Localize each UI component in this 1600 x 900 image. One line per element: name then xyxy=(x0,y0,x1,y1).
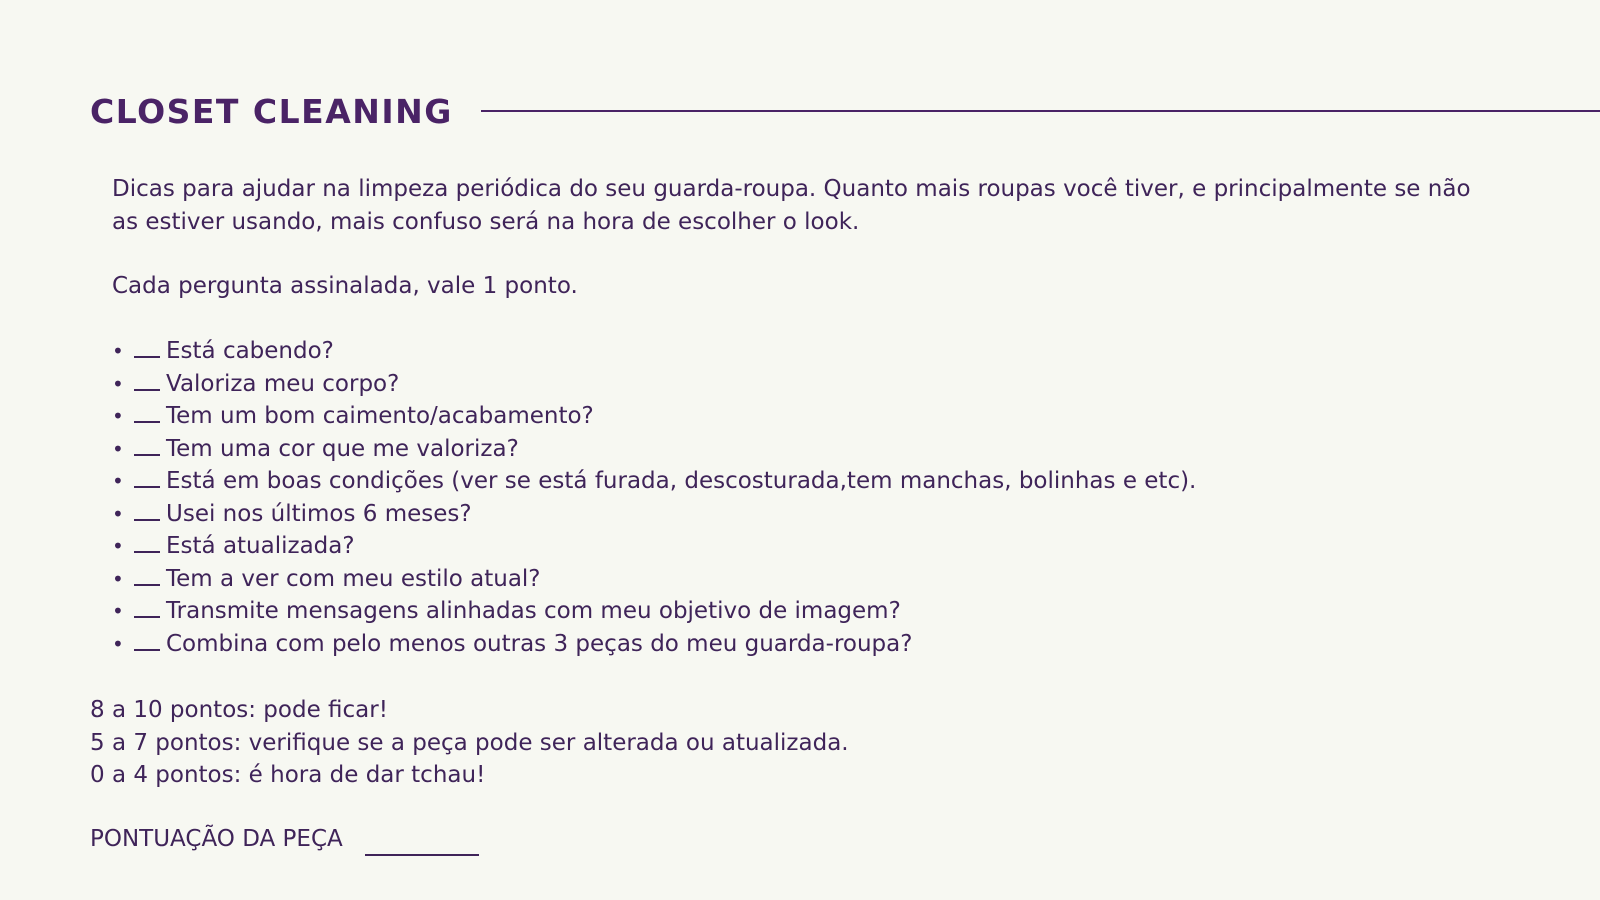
score-label: PONTUAÇÃO DA PEÇA xyxy=(90,826,343,852)
bullet-icon: • xyxy=(112,631,124,656)
checklist-item-label: Tem a ver com meu estilo atual? xyxy=(166,565,541,592)
bullet-icon: • xyxy=(112,339,124,363)
answer-blank xyxy=(134,375,160,391)
title-row xyxy=(90,86,1600,136)
checklist-item xyxy=(112,530,1196,563)
bullet-icon: • xyxy=(112,501,124,526)
scoring-guide xyxy=(90,694,849,792)
bullet-icon: • xyxy=(112,404,124,428)
answer-blank xyxy=(134,635,160,651)
bullet-icon: • xyxy=(112,469,124,493)
title-divider xyxy=(481,110,1600,113)
checklist-item-label: Usei nos últimos 6 meses? xyxy=(166,500,472,527)
bullet-icon: • xyxy=(112,534,124,558)
answer-blank xyxy=(134,537,160,553)
bullet-icon: • xyxy=(112,566,124,591)
answer-blank xyxy=(134,472,160,488)
score-blank xyxy=(365,830,479,856)
intro-paragraph: Dicas para ajudar na limpeza periódica do seu guarda-roupa. Quanto mais roupas você tiver, e principalmente se não as estiver usando, mais confuso será na hora de escolher o look. xyxy=(112,176,1471,235)
checklist-item xyxy=(112,595,1196,628)
checklist-item xyxy=(112,498,1196,531)
bullet-icon: • xyxy=(112,599,124,623)
checklist-item-label: Tem um bom caimento/acabamento? xyxy=(166,403,594,429)
scoring-line: 8 a 10 pontos: pode ficar! xyxy=(90,697,388,723)
checklist-item xyxy=(112,400,1196,433)
checklist-item-label: Tem uma cor que me valoriza? xyxy=(166,435,519,462)
points-note: Cada pergunta assinalada, vale 1 ponto. xyxy=(112,273,578,299)
checklist-item-label: Está atualizada? xyxy=(166,533,355,559)
checklist-item xyxy=(112,433,1196,466)
answer-blank xyxy=(134,440,160,456)
checklist-item xyxy=(112,368,1196,401)
checklist-item-label: Transmite mensagens alinhadas com meu objetivo de imagem? xyxy=(166,598,901,624)
checklist-item xyxy=(112,563,1196,596)
bullet-icon: • xyxy=(112,436,124,461)
checklist-item-label: Está em boas condições (ver se está furada, descosturada,tem manchas, bolinhas e etc). xyxy=(166,468,1197,494)
checklist-item-label: Valoriza meu corpo? xyxy=(166,370,400,397)
score-field xyxy=(90,823,479,856)
checklist-item-label: Está cabendo? xyxy=(166,338,334,364)
answer-blank xyxy=(134,570,160,586)
scoring-line: 5 a 7 pontos: verifique se a peça pode ser alterada ou atualizada. xyxy=(90,729,849,756)
checklist-item xyxy=(112,465,1196,498)
page-title: CLOSET CLEANING xyxy=(90,91,453,131)
checklist-item-label: Combina com pelo menos outras 3 peças do meu guarda-roupa? xyxy=(166,630,913,657)
bullet-icon: • xyxy=(112,371,124,396)
answer-blank xyxy=(134,602,160,618)
scoring-line: 0 a 4 pontos: é hora de dar tchau! xyxy=(90,762,486,788)
checklist xyxy=(112,335,1196,660)
answer-blank xyxy=(134,342,160,358)
answer-blank xyxy=(134,505,160,521)
answer-blank xyxy=(134,407,160,423)
checklist-item xyxy=(112,628,1196,661)
checklist-item xyxy=(112,335,1196,368)
